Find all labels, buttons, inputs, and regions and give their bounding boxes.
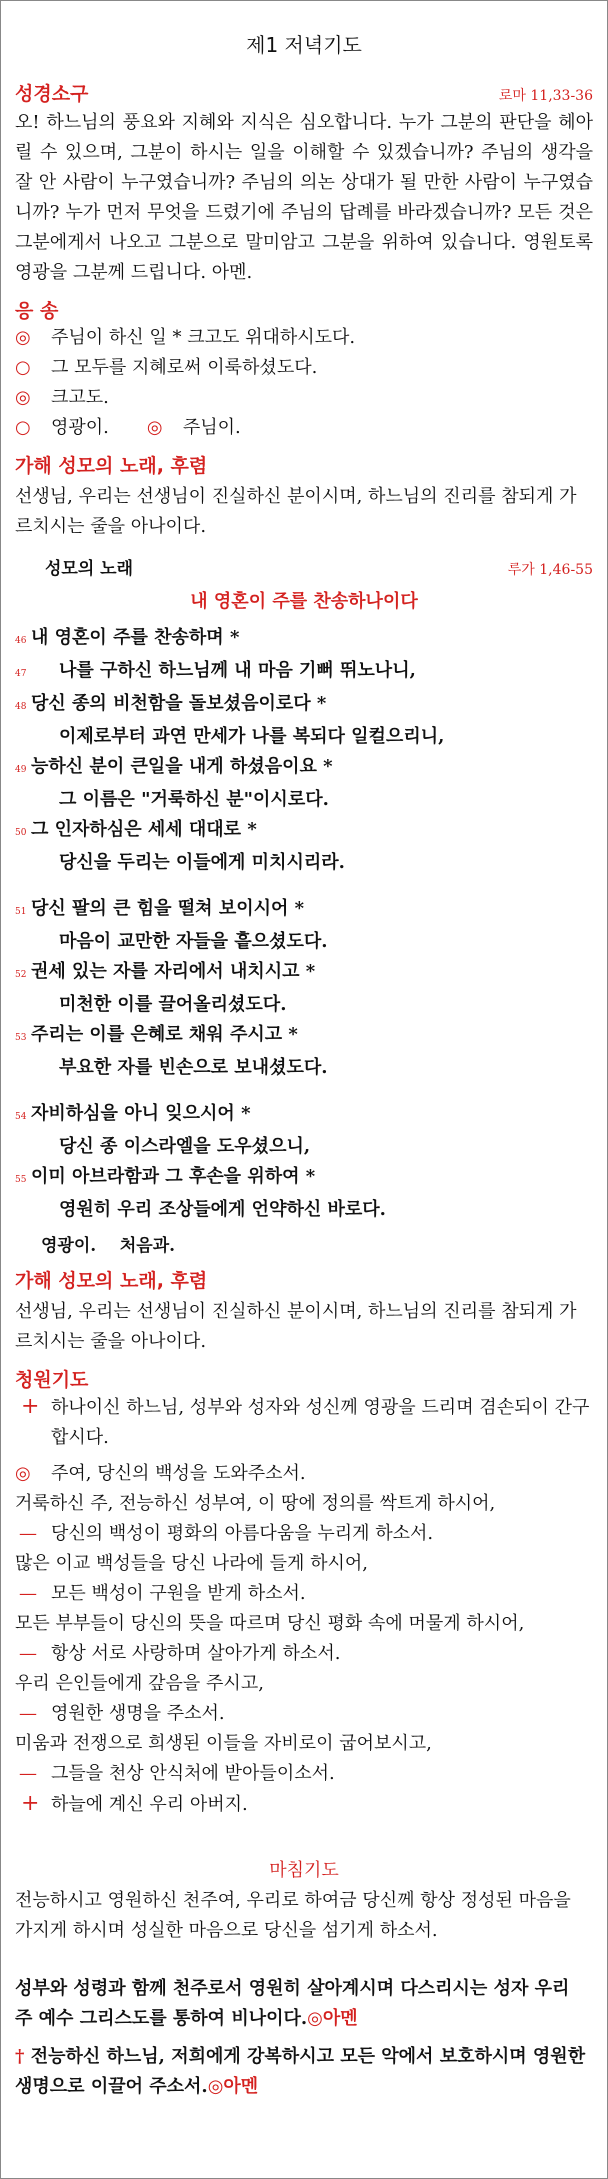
verse-line — [15, 623, 593, 656]
intercession-line — [15, 1699, 593, 1729]
antiphon1-text: 선생님, 우리는 선생님이 진실하신 분이시며, 하느님의 진리를 참되게 가르치시는 줄을 아나이다. — [15, 486, 577, 537]
verse-text: 능하신 분이 큰일을 내게 하셨음이요 * — [31, 756, 333, 777]
responsory-line — [15, 413, 593, 443]
verse-text: 그 인자하심은 세세 대대로 * — [31, 819, 257, 840]
verse-continuation: 영원히 우리 조상들에게 언약하신 바로다. — [59, 1199, 386, 1220]
verse-text: 당신 팔의 큰 힘을 떨쳐 보이시어 * — [31, 898, 305, 919]
verse-line — [15, 656, 593, 689]
intercession-line — [15, 1759, 593, 1789]
intercession-line — [15, 1519, 593, 1549]
verse-text: 권세 있는 자를 자리에서 내치시고 * — [31, 961, 316, 982]
responsory-line-text: 크고도. — [51, 387, 109, 408]
reading-text: 오! 하느님의 풍요와 지혜와 지식은 심오합니다. 누가 그분의 판단을 헤아릴 수 있으며, 그분이 하시는 일을 이해할 수 있겠습니까? 주님의 생각을 잘 안 사람이 누구였습니까? 주님의 의논 상대가 될 만한 사람이 누구였습니까? 누가 먼저 무엇을 드렸기에 주님의 답례를 바라겠습니까? 모든 것은 그분에게서 나오고 그분으로 말미암고 그분을 위하여 있습니다. 영원토록 영광을 그분께 드립니다. 아멘. — [15, 112, 593, 283]
verse-text: 주리는 이를 은혜로 채워 주시고 * — [31, 1024, 298, 1045]
intercessions-heading: 청원기도 — [15, 1369, 89, 1391]
verse-number: 50 — [15, 828, 27, 838]
page-title: 제1 저녁기도 — [246, 33, 362, 57]
dash-mark: — — [19, 1523, 37, 1544]
response-mark: ◎ — [15, 327, 31, 348]
verse-line — [15, 689, 593, 722]
intercession-text: 그들을 천상 안식처에 받아들이소서. — [51, 1763, 335, 1784]
canticle-doxology: 영광이. 처음과. — [41, 1236, 176, 1256]
intercession-line — [15, 1392, 593, 1453]
response-mark: ◎ — [15, 387, 31, 408]
intercession-text: 모든 부부들이 당신의 뜻을 따르며 당신 평화 속에 머물게 하시어, — [15, 1613, 525, 1634]
verse-continuation: 마음이 교만한 자들을 흩으셨도다. — [59, 931, 328, 952]
verse-text: 나를 구하신 하느님께 내 마음 기뻐 뛰노나니, — [59, 660, 416, 681]
canticle-verses — [15, 623, 593, 1225]
response-mark: ○ — [15, 357, 31, 378]
responsory-heading: 응 송 — [15, 300, 59, 322]
verse-continuation: 부요한 자를 빈손으로 보내셨도다. — [59, 1057, 328, 1078]
intercession-line — [15, 1579, 593, 1609]
verse-text: 내 영혼이 주를 찬송하며 * — [31, 627, 240, 648]
reading-heading: 성경소구 — [15, 83, 89, 105]
canticle-heading: 성모의 노래 — [45, 559, 134, 579]
responsory-lines — [15, 323, 593, 443]
verse-text: 이미 아브라함과 그 후손을 위하여 * — [31, 1166, 316, 1187]
verse-number: 47 — [15, 669, 27, 679]
verse-number: 51 — [15, 907, 27, 917]
verse-number: 54 — [15, 1112, 27, 1122]
antiphon1-heading: 가해 성모의 노래, 후렴 — [15, 455, 208, 477]
intercession-line — [15, 1459, 593, 1489]
antiphon2-heading: 가해 성모의 노래, 후렴 — [15, 1270, 208, 1292]
response-mark: ◎ — [146, 417, 163, 438]
verse-text: 자비하심을 아니 잊으시어 * — [31, 1103, 251, 1124]
canticle-subtitle: 내 영혼이 주를 찬송하나이다 — [190, 591, 418, 612]
verse-continuation: 당신을 두리는 이들에게 미치시리라. — [59, 852, 345, 873]
intercession-line — [15, 1669, 593, 1699]
dash-mark: — — [19, 1763, 37, 1784]
responsory-line-text: 주님이. — [182, 417, 241, 438]
verse-number: 53 — [15, 1033, 27, 1043]
verse-continuation: 그 이름은 "거룩하신 분"이시로다. — [59, 789, 329, 810]
closing-blessing-text: 전능하신 하느님, 저희에게 강복하시고 모든 악에서 보호하시며 영원한 생명으로 이끌어 주소서. — [15, 2046, 586, 2097]
intercession-line — [15, 1489, 593, 1519]
verse-group — [15, 894, 593, 1083]
verse-group — [15, 623, 593, 878]
intercession-text: 거룩하신 주, 전능하신 성부여, 이 땅에 정의를 싹트게 하시어, — [15, 1493, 496, 1514]
verse-line — [15, 894, 593, 927]
responsory-line-text: 그 모두를 지혜로써 이룩하셨도다. — [51, 357, 318, 378]
closing-blessing — [15, 2042, 593, 2102]
verse-group — [15, 1099, 593, 1225]
intercession-line — [15, 1729, 593, 1759]
canticle-reference: 루가 1,46-55 — [507, 562, 593, 578]
verse-line — [15, 1020, 593, 1053]
intercession-text: 당신의 백성이 평화의 아름다움을 누리게 하소서. — [51, 1523, 434, 1544]
intercession-text: 미움과 전쟁으로 희생된 이들을 자비로이 굽어보시고, — [15, 1733, 432, 1754]
intercession-line — [15, 1609, 593, 1639]
verse-continuation: 미천한 이를 끌어올리셨도다. — [59, 994, 287, 1015]
intercession-line — [15, 1549, 593, 1579]
verse-continuation: 이제로부터 과연 만세가 나를 복되다 일컬으리니, — [59, 726, 445, 747]
verse-line — [15, 957, 593, 990]
amen-response: ◎아멘 — [307, 2008, 358, 2029]
dash-mark: — — [19, 1703, 37, 1724]
closing-text: 전능하시고 영원하신 천주여, 우리로 하여금 당신께 항상 정성된 마음을 가지게 하시며 성실한 마음으로 당신을 섬기게 하소서. — [15, 1890, 571, 1941]
intercessions-lines — [15, 1392, 593, 1820]
canticle-header — [15, 554, 593, 579]
response-mark: ○ — [15, 417, 31, 438]
response-mark: ◎ — [15, 1463, 31, 1484]
verse-line — [15, 752, 593, 785]
cross-icon: + — [21, 1791, 40, 1816]
verse-continuation: 당신 종 이스라엘을 도우셨으니, — [59, 1136, 311, 1157]
blessing-amen: ◎아멘 — [207, 2076, 259, 2097]
closing-ending-text: 성부와 성령과 함께 천주로서 영원히 살아계시며 다스리시는 성자 우리 주 예수 그리스도를 통하여 비나이다. — [15, 1978, 570, 2029]
cross-icon: † — [15, 2046, 25, 2067]
responsory-line — [15, 383, 593, 413]
responsory-line — [15, 353, 593, 383]
verse-number: 49 — [15, 765, 27, 775]
reading-reference: 로마 11,33-36 — [498, 88, 593, 104]
verse-number: 52 — [15, 970, 27, 980]
verse-text: 당신 종의 비천함을 돌보셨음이로다 * — [31, 693, 327, 714]
verse-number: 55 — [15, 1175, 27, 1185]
dash-mark: — — [19, 1643, 37, 1664]
responsory-line-text: 영광이. — [51, 417, 109, 438]
intercession-line — [15, 1639, 593, 1669]
verse-line — [15, 1099, 593, 1132]
verse-number: 48 — [15, 702, 27, 712]
intercession-text: 우리 은인들에게 갚음을 주시고, — [15, 1673, 264, 1694]
intercession-line — [15, 1789, 593, 1820]
responsory-line-text: 주님이 하신 일 * 크고도 위대하시도다. — [51, 327, 356, 348]
antiphon2-text: 선생님, 우리는 선생님이 진실하신 분이시며, 하느님의 진리를 참되게 가르치시는 줄을 아나이다. — [15, 1301, 577, 1352]
intercession-text: 많은 이교 백성들을 당신 나라에 들게 하시어, — [15, 1553, 369, 1574]
intercession-text: 하늘에 계신 우리 아버지. — [51, 1794, 248, 1815]
verse-line — [15, 1162, 593, 1195]
intercession-text: 영원한 생명을 주소서. — [51, 1703, 225, 1724]
intercession-text: 모든 백성이 구원을 받게 하소서. — [51, 1583, 306, 1604]
reading-header — [15, 79, 593, 106]
cross-icon: + — [21, 1394, 40, 1419]
dash-mark: — — [19, 1583, 37, 1604]
intercession-text: 항상 서로 사랑하며 살아가게 하소서. — [51, 1643, 341, 1664]
verse-line — [15, 815, 593, 848]
intercession-text: 하나이신 하느님, 성부와 성자와 성신께 영광을 드리며 겸손되이 간구합시다. — [51, 1397, 590, 1448]
intercession-text: 주여, 당신의 백성을 도와주소서. — [51, 1463, 306, 1484]
verse-number: 46 — [15, 636, 27, 646]
closing-ending — [15, 1974, 593, 2034]
closing-heading: 마침기도 — [269, 1860, 339, 1881]
responsory-line — [15, 323, 593, 353]
